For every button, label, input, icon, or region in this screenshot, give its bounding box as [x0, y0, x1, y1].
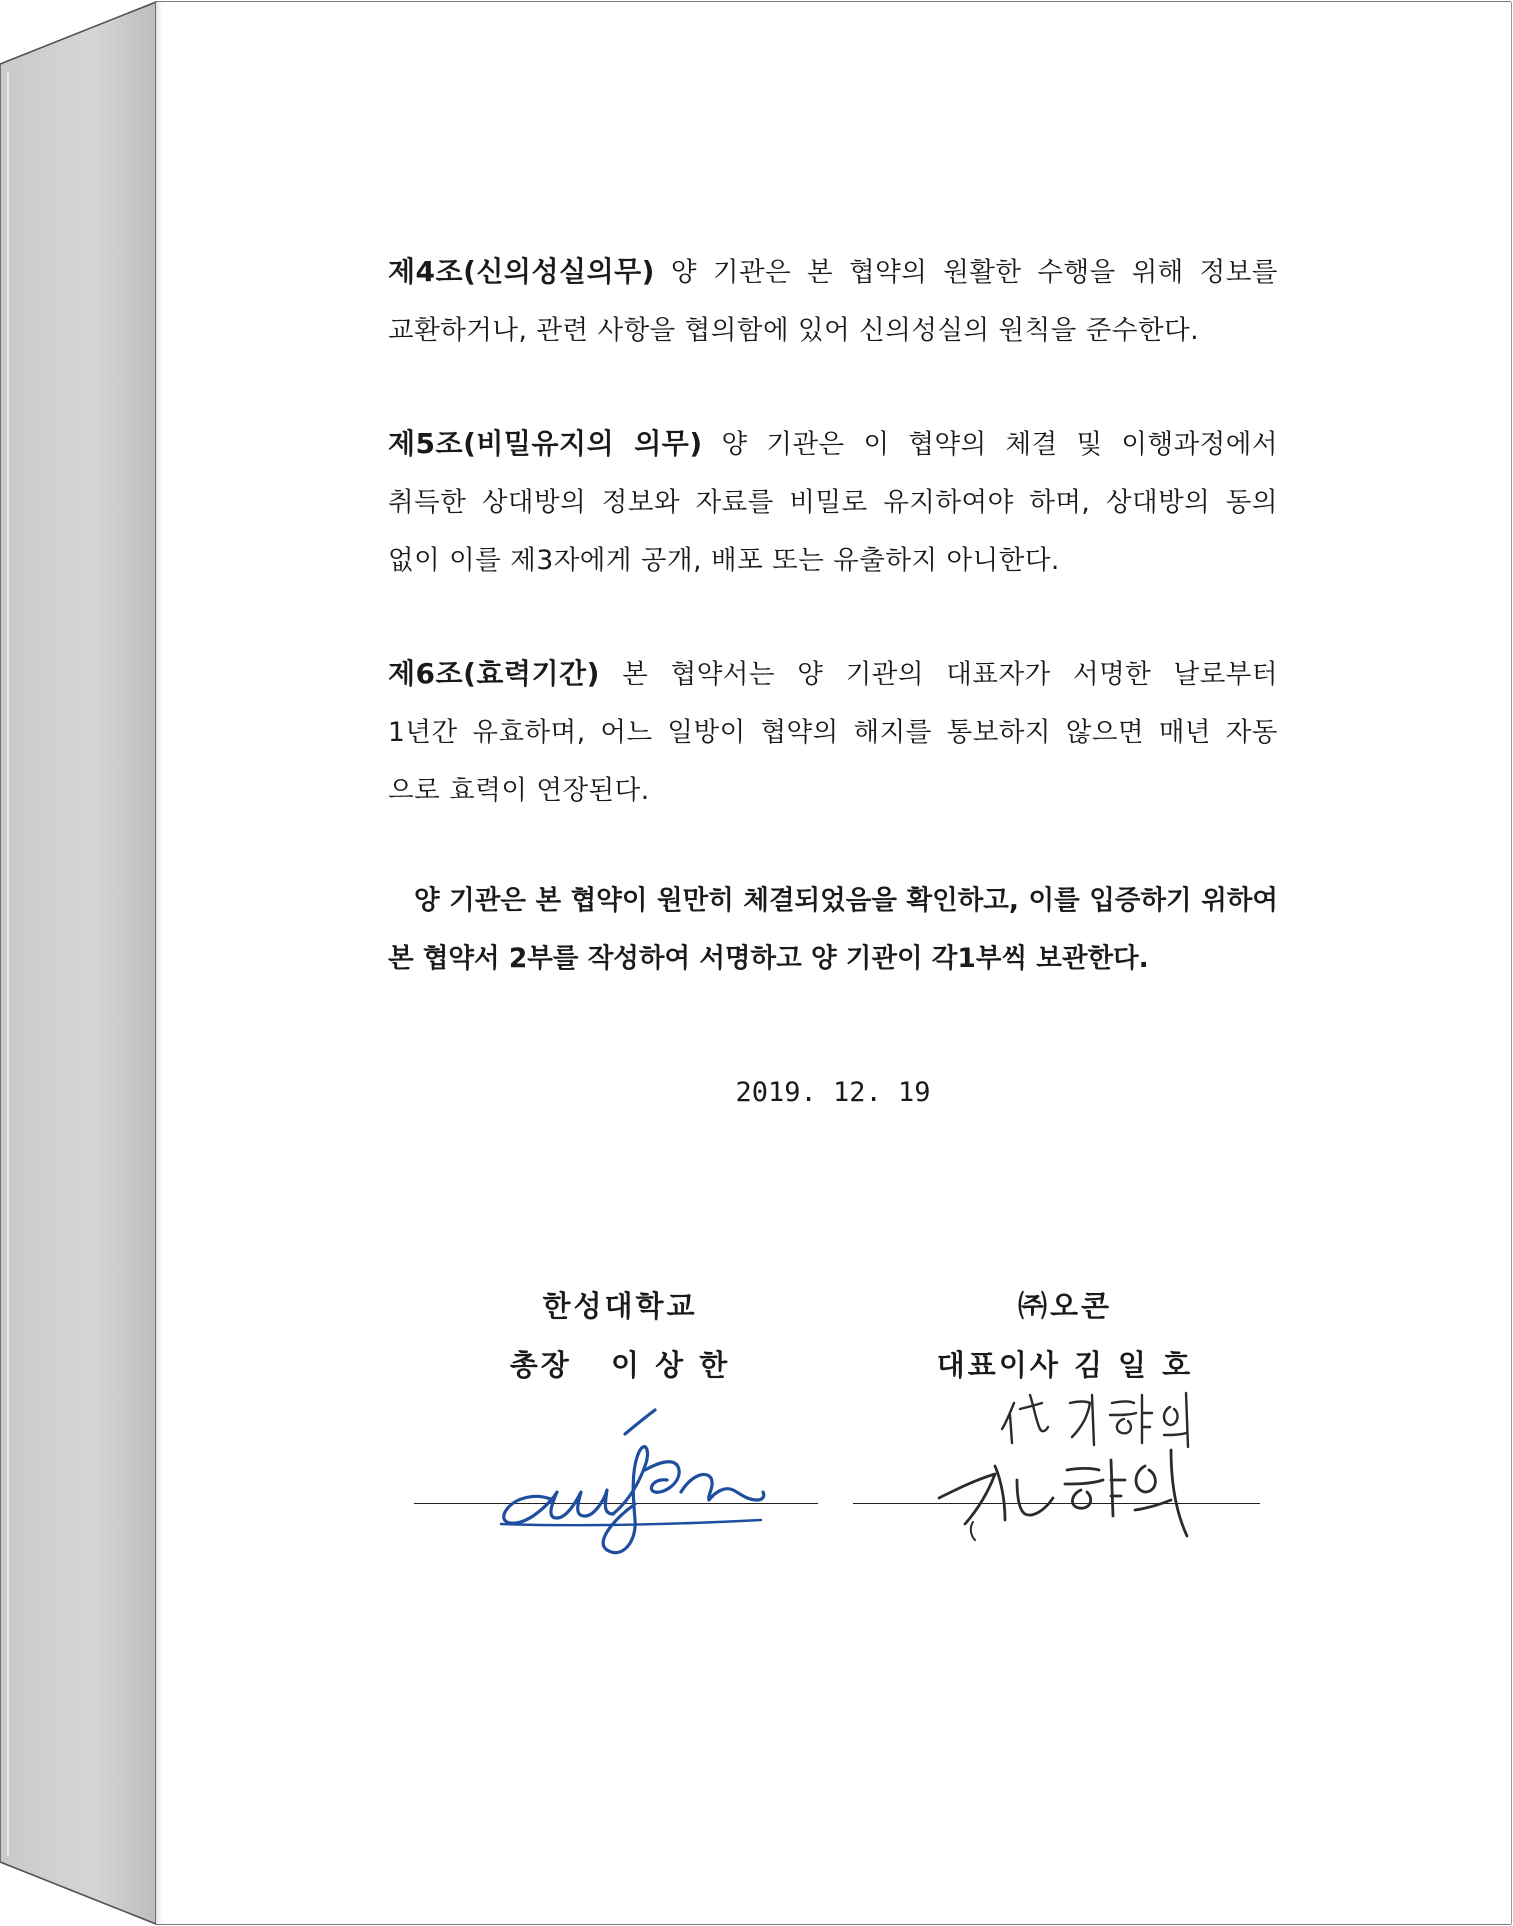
left-handwritten-signature [495, 1400, 775, 1560]
article-4-heading: 제4조(신의성실의무) [388, 255, 655, 288]
article-4-text-2: 교환하거나, 관련 사항을 협의함에 있어 신의성실의 원칙을 준수한다. [388, 315, 1200, 346]
article-4 [388, 243, 1278, 360]
article-6-text-2: 1년간 유효하며, 어느 일방이 협약의 해지를 통보하지 않으면 매년 자동 [388, 717, 1278, 748]
right-signer-title: 대표이사 김 일 호 [936, 1348, 1194, 1382]
right-signer-organization: ㈜오콘 [1017, 1289, 1113, 1323]
article-5 [388, 415, 1278, 590]
article-4-text-1: 양 기관은 본 협약의 원활한 수행을 위해 정보를 [670, 257, 1278, 288]
signing-date: 2019. 12. 19 [735, 1077, 931, 1108]
article-5-text-1: 양 기관은 이 협약의 체결 및 이행과정에서 [721, 429, 1278, 460]
article-6-text-3: 으로 효력이 연장된다. [388, 775, 650, 806]
closing-line-2: 본 협약서 2부를 작성하여 서명하고 양 기관이 각1부씩 보관한다. [388, 943, 1149, 974]
article-5-line-1 [388, 415, 1278, 474]
closing-statement [388, 872, 1278, 988]
article-4-line-1 [388, 243, 1278, 302]
left-signer-organization: 한성대학교 [542, 1289, 698, 1323]
article-6-text-1: 본 협약서는 양 기관의 대표자가 서명한 날로부터 [622, 659, 1278, 690]
article-5-text-3: 없이 이를 제3자에게 공개, 배포 또는 유출하지 아니한다. [388, 545, 1060, 576]
article-6-line-1 [388, 645, 1278, 704]
left-signer-title: 총장 이 상 한 [509, 1348, 731, 1382]
right-handwritten-signature [935, 1440, 1195, 1545]
article-5-heading: 제5조(비밀유지의 의무) [388, 427, 703, 460]
closing-line-1: 양 기관은 본 협약이 원만히 체결되었음을 확인하고, 이를 입증하기 위하여 [414, 885, 1278, 916]
article-6 [388, 645, 1278, 820]
article-6-heading: 제6조(효력기간) [388, 657, 600, 690]
article-5-text-2: 취득한 상대방의 정보와 자료를 비밀로 유지하여야 하며, 상대방의 동의 [388, 487, 1278, 518]
